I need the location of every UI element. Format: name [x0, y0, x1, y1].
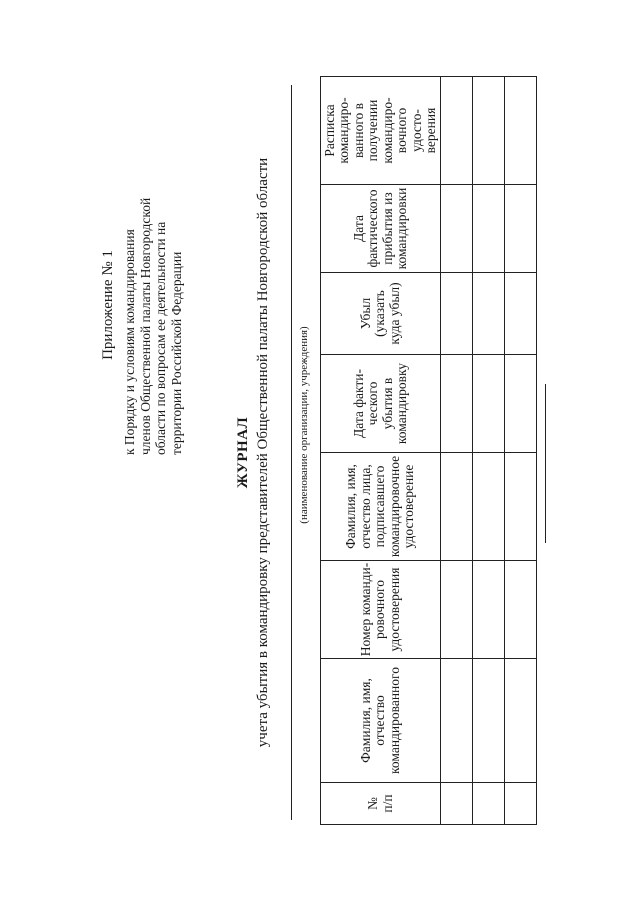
column-header-receipt: Расписка командиро- ванного в получении командиро- вочного удосто- верения — [321, 77, 441, 185]
column-header-name: Фамилия, имя, отчество командированного — [321, 659, 441, 783]
table-header-row — [321, 77, 441, 825]
table-cell[interactable] — [473, 77, 505, 185]
table-cell[interactable] — [473, 783, 505, 825]
table-row — [473, 77, 505, 825]
appendix-subtitle-line: области по вопросам ее деятельности на — [153, 221, 168, 455]
column-header-number: № п/п — [321, 783, 441, 825]
table-cell[interactable] — [473, 659, 505, 783]
table-cell[interactable] — [441, 185, 473, 273]
table-cell[interactable] — [505, 77, 537, 185]
table-cell[interactable] — [505, 355, 537, 453]
journal-title: ЖУРНАЛ — [235, 416, 251, 489]
column-header-signer-name: Фамилия, имя, отчество лица, подписавшего командировочное удостоверение — [321, 453, 441, 561]
journal-table — [320, 76, 537, 825]
table-cell[interactable] — [505, 453, 537, 561]
table-cell[interactable] — [473, 355, 505, 453]
table-cell[interactable] — [505, 185, 537, 273]
column-header-certificate-number: Номер команди- ровочного удостоверения — [321, 561, 441, 659]
table-cell[interactable] — [473, 453, 505, 561]
table-cell[interactable] — [441, 453, 473, 561]
table-cell[interactable] — [441, 77, 473, 185]
table-cell[interactable] — [505, 783, 537, 825]
table-cell[interactable] — [441, 561, 473, 659]
table-row — [505, 77, 537, 825]
table-cell[interactable] — [505, 561, 537, 659]
table-body — [441, 77, 537, 825]
appendix-subtitle-line: членов Общественной палаты Новгородской — [137, 197, 153, 455]
table-cell[interactable] — [441, 659, 473, 783]
table-cell[interactable] — [473, 273, 505, 355]
table-cell[interactable] — [505, 273, 537, 355]
appendix-subtitle-line: к Порядку и условиям командирования — [122, 229, 137, 455]
appendix-subtitle-line: территории Российской Федерации — [168, 251, 184, 455]
table-cell[interactable] — [505, 659, 537, 783]
table-cell[interactable] — [473, 185, 505, 273]
table-cell[interactable] — [473, 561, 505, 659]
table-row — [441, 77, 473, 825]
appendix-title: Приложение № 1 — [100, 250, 116, 360]
table-cell[interactable] — [441, 273, 473, 355]
organization-caption: (наименование организации, учреждения) — [298, 326, 310, 524]
table-cell[interactable] — [441, 783, 473, 825]
column-header-destination: Убыл (указать куда убыл) — [321, 273, 441, 355]
organization-name-line — [291, 85, 292, 820]
bottom-line — [545, 384, 546, 543]
column-header-arrival-date: Дата фактического прибытия из командировки — [321, 185, 441, 273]
journal-subtitle: учета убытия в командировку представителей Общественной палаты Новгородской области — [255, 157, 271, 748]
table-cell[interactable] — [441, 355, 473, 453]
column-header-departure-date: Дата факти- ческого убытия в командировку — [321, 355, 441, 453]
appendix-subtitle — [122, 155, 184, 455]
